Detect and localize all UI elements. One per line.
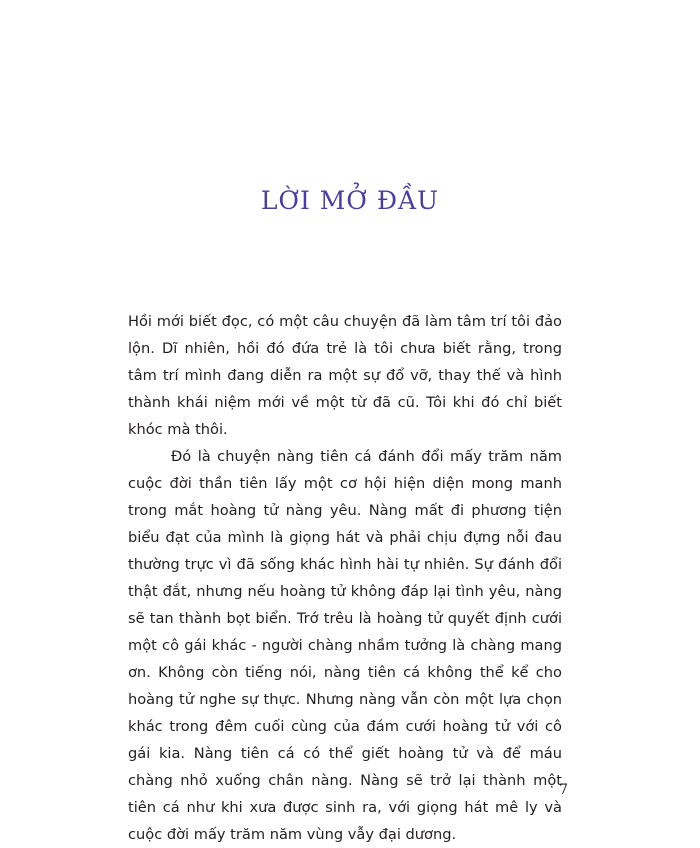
paragraph-2: Đó là chuyện nàng tiên cá đánh đổi mấy trăm năm cuộc đời thần tiên lấy một cơ hội hiện diện mong manh trong mắt hoàng tử nàng yêu. Nàng mất đi phương tiện biểu đạt của mình là giọng hát và phải chịu đựng nỗi đau thường trực vì đã sống khác hình hài tự nhiên. Sự đánh đổi thật đắt, nhưng nếu hoàng tử không đáp lại tình yêu, nàng sẽ tan thành bọt biển. Trớ trêu là hoàng tử quyết định cưới một cô gái khác - người chàng nhầm tưởng là chàng mang ơn. Không còn tiếng nói, nàng tiên cá không thể kể cho hoàng tử nghe sự thực. Nhưng nàng vẫn còn một lựa chọn khác trong đêm cuối cùng của đám cưới hoàng tử với cô gái kia. Nàng tiên cá có thể giết hoàng tử và để máu chàng nhỏ xuống chân nàng. Nàng sẽ trở lại thành một tiên cá như khi xưa được sinh ra, với giọng hát mê ly và cuộc đời mấy trăm năm vùng vẫy đại dương. [128, 448, 562, 843]
page-number: 7 [559, 782, 568, 798]
chapter-title: LỜI MỞ ĐẦU [260, 186, 440, 215]
body-text [128, 308, 562, 848]
paragraph-1: Hồi mới biết đọc, có một câu chuyện đã làm tâm trí tôi đảo lộn. Dĩ nhiên, hồi đó đứa trẻ là tôi chưa biết rằng, trong tâm trí mình đang diễn ra một sự đổ vỡ, thay thế và hình thành khái niệm mới về một từ đã cũ. Tôi khi đó chỉ biết khóc mà thôi. [128, 313, 562, 438]
